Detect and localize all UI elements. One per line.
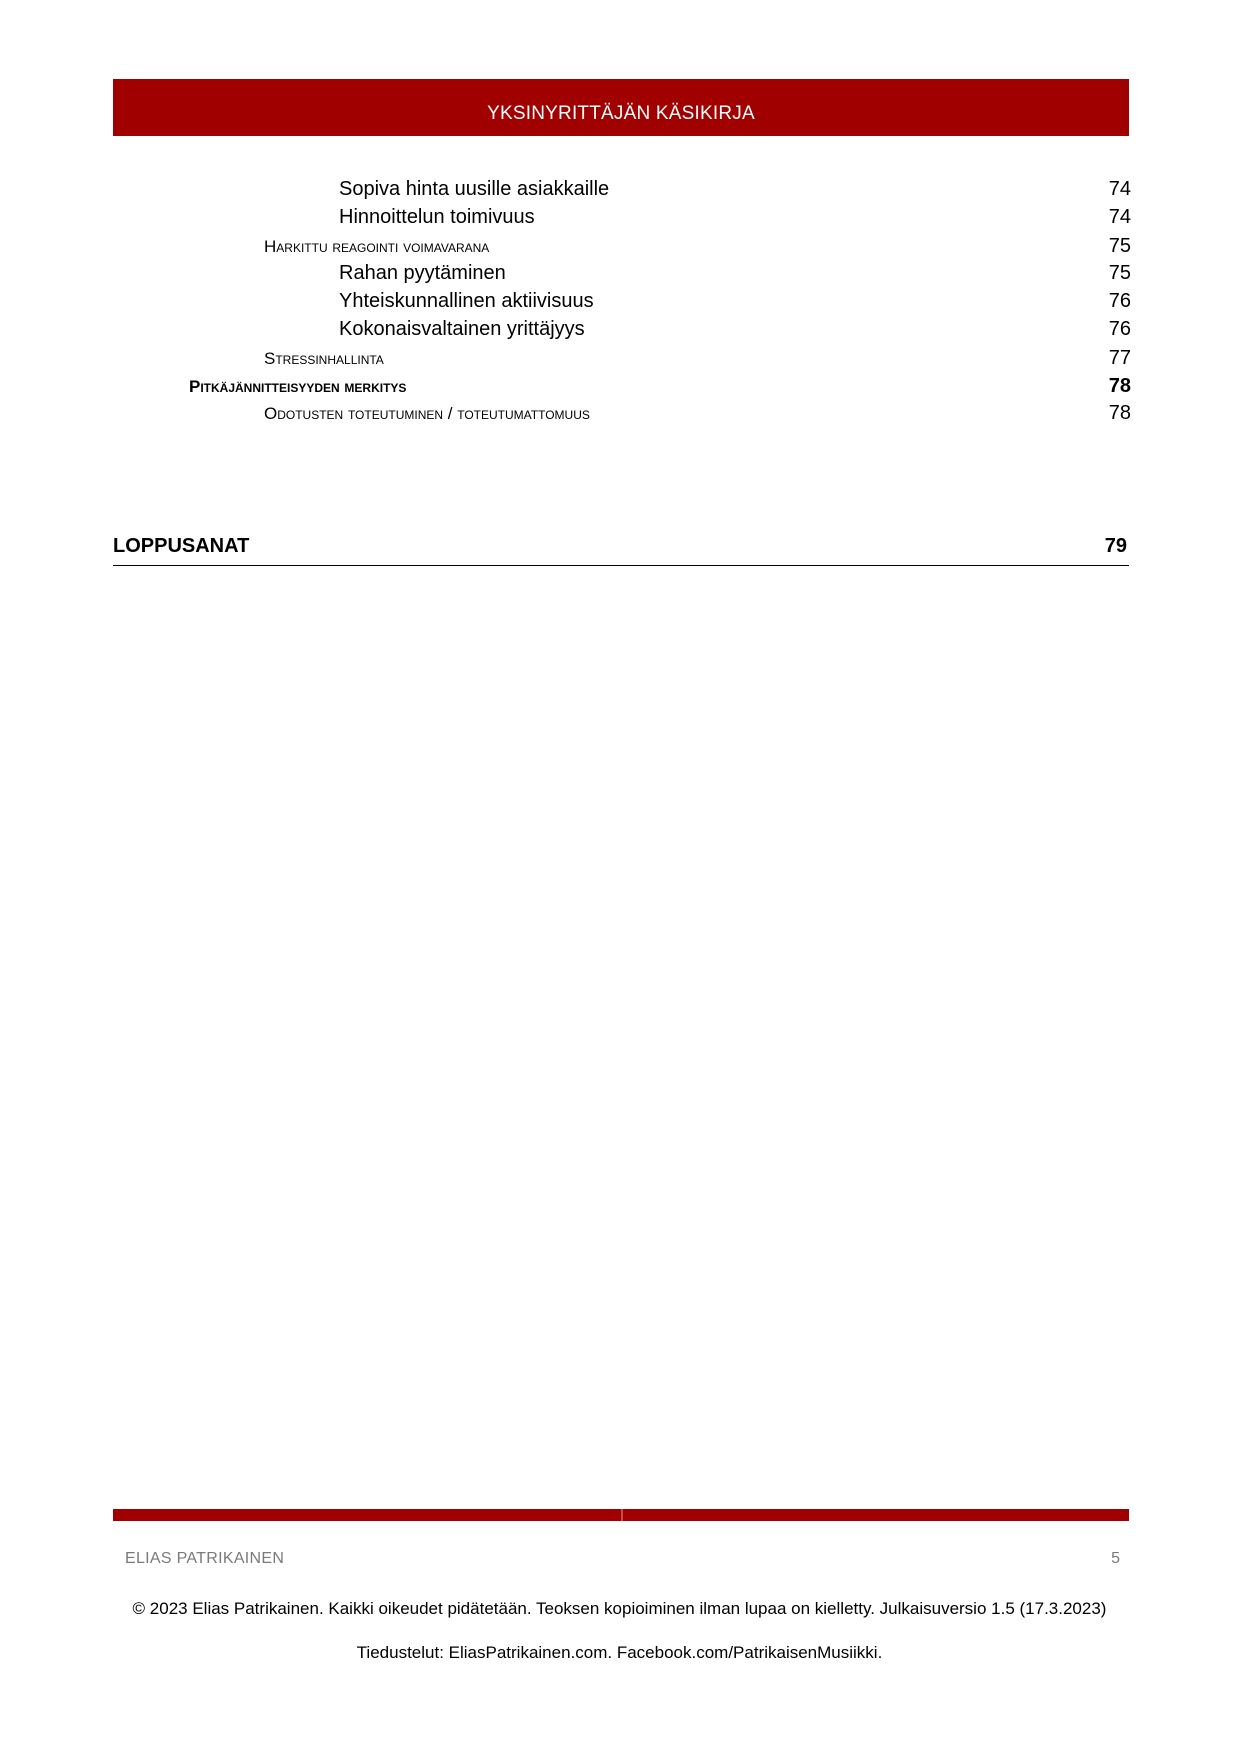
toc-entry-title: Sopiva hinta uusille asiakkaille <box>339 178 610 200</box>
toc-chapter-entry[interactable] <box>113 535 1129 566</box>
header-band <box>113 79 1129 136</box>
toc-entry-page: 74 <box>1108 178 1131 200</box>
toc-entry-title: Kokonaisvaltainen yrittäjyys <box>339 318 585 340</box>
toc-entry[interactable] <box>0 178 1239 206</box>
footer-band-seam <box>621 1509 623 1521</box>
toc-entry-title: Rahan pyytäminen <box>339 262 506 284</box>
toc-entry-title: Harkittu reagointi voimavarana <box>264 237 490 256</box>
toc-entry-page: 76 <box>1108 290 1131 312</box>
toc-entry-title: Yhteiskunnallinen aktiivisuus <box>339 290 594 312</box>
header-title: YKSINYRITTÄJÄN KÄSIKIRJA <box>487 103 755 124</box>
toc-chapter-title: LOPPUSANAT <box>113 535 250 557</box>
page-number: 5 <box>1111 1550 1120 1567</box>
toc-entry-page: 75 <box>1108 262 1131 284</box>
copyright-notice: © 2023 Elias Patrikainen. Kaikki oikeudet pidätetään. Teoksen kopioiminen ilman lupaa on kielletty. Julkaisuversio 1.5 (17.3.2023) <box>132 1599 1107 1618</box>
footer-band <box>113 1509 1129 1521</box>
toc-entry[interactable] <box>0 402 1239 430</box>
toc-entry-page: 78 <box>1108 402 1131 424</box>
toc-entry-title: Hinnoittelun toimivuus <box>339 206 535 228</box>
toc-entry[interactable] <box>0 375 1239 403</box>
toc-entry-page: 74 <box>1108 206 1131 228</box>
toc-chapter-page: 79 <box>1104 535 1127 557</box>
toc-entry-page: 77 <box>1108 347 1131 369</box>
toc-entry-title: Stressinhallinta <box>264 349 384 368</box>
toc-entry-page: 78 <box>1108 375 1131 397</box>
contact-info: Tiedustelut: EliasPatrikainen.com. Facebook.com/PatrikaisenMusiikki. <box>356 1643 883 1662</box>
toc-entry[interactable] <box>0 206 1239 234</box>
footer-author: ELIAS PATRIKAINEN <box>125 1550 285 1567</box>
toc-entry[interactable] <box>0 318 1239 346</box>
toc-entry[interactable] <box>0 347 1239 375</box>
toc-entry-page: 75 <box>1108 235 1131 257</box>
toc-entry[interactable] <box>0 262 1239 290</box>
toc-entry-title: Odotusten toteutuminen / toteutumattomuus <box>264 404 590 423</box>
toc-entry-title: Pitkäjännitteisyyden merkitys <box>189 377 407 396</box>
toc-entry[interactable] <box>0 235 1239 263</box>
toc-entry-page: 76 <box>1108 318 1131 340</box>
toc-entry[interactable] <box>0 290 1239 318</box>
